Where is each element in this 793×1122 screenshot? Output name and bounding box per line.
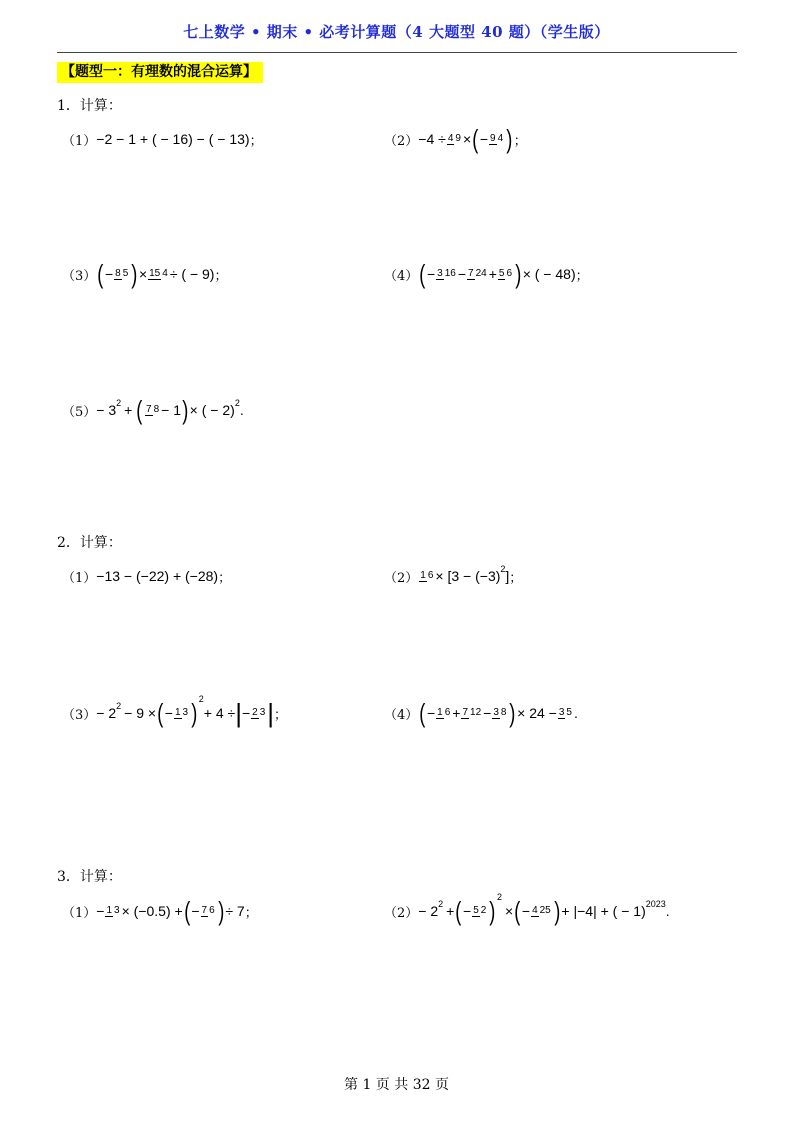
fraction: 3 16 [437, 268, 456, 279]
fraction: 2 3 [252, 707, 266, 718]
fraction: 7 8 [146, 404, 160, 415]
problem-1-3: （3） ( − 8 5 ) × 15 4 ÷ ( − 9) ； [62, 259, 228, 289]
fraction: 1 6 [420, 570, 434, 581]
problem-2-1: （1） −13 − (−22) + (−28) ； [62, 568, 232, 586]
problem-3-2: （2） − 2 2 + ( − 5 2 ) 2 × ( − 4 25 ) + |−4| + ( − 1) 2023 . [384, 892, 670, 926]
fraction: 7 12 [462, 707, 482, 718]
fraction: 1 6 [437, 707, 451, 718]
problem-2-4: （4） ( − 1 6 + 7 12 − 3 8 ) × 24 − 3 5 . [384, 698, 578, 728]
problem-1-5: （5） − 3 2 + ( 7 8 − 1 ) × ( − 2) 2 . [62, 395, 244, 425]
fraction: 15 4 [149, 268, 168, 279]
question-2-title: 2．计算： [57, 535, 122, 551]
header-divider [57, 52, 737, 53]
problem-1-2: （2） −4 ÷ 4 9 × ( − 9 4 ) ； [384, 124, 527, 154]
question-3-title: 3．计算： [57, 869, 122, 885]
fraction: 1 3 [174, 707, 189, 718]
fraction: 1 3 [106, 905, 120, 916]
question-1-title: 1．计算： [57, 98, 122, 114]
problem-2-2: （2） 1 6 × [3 − (−3) 2 ] ； [384, 564, 523, 586]
fraction: 4 25 [532, 905, 551, 916]
fraction: 4 9 [447, 133, 461, 144]
problem-3-1: （1） − 1 3 × (−0.5) + ( − 7 6 ) ÷ 7 ； [62, 896, 258, 926]
fraction: 5 2 [473, 905, 487, 916]
fraction: 7 24 [468, 268, 487, 279]
fraction: 7 6 [201, 905, 215, 916]
document-title: 七上数学 • 期末 • 必考计算题（4 大题型 40 题）（学生版） [183, 23, 610, 41]
problem-1-1: （1） −2 − 1 + ( − 16) − ( − 13) ； [62, 131, 263, 149]
problem-1-4: （4） ( − 3 16 − 7 24 + 5 6 ) × ( − 48) ； [384, 259, 589, 289]
fraction: 9 4 [490, 133, 504, 144]
fraction: 3 8 [493, 707, 507, 718]
fraction: 5 6 [498, 268, 513, 279]
fraction: 8 5 [115, 268, 129, 279]
fraction: 3 5 [558, 707, 572, 718]
section-heading: 【题型一：有理数的混合运算】 [57, 62, 263, 83]
page-number: 第 1 页 共 32 页 [344, 1077, 449, 1093]
problem-2-3: （3） − 2 2 − 9 × ( − 1 3 ) 2 + 4 ÷ | − 2 3 | ； [62, 694, 288, 728]
